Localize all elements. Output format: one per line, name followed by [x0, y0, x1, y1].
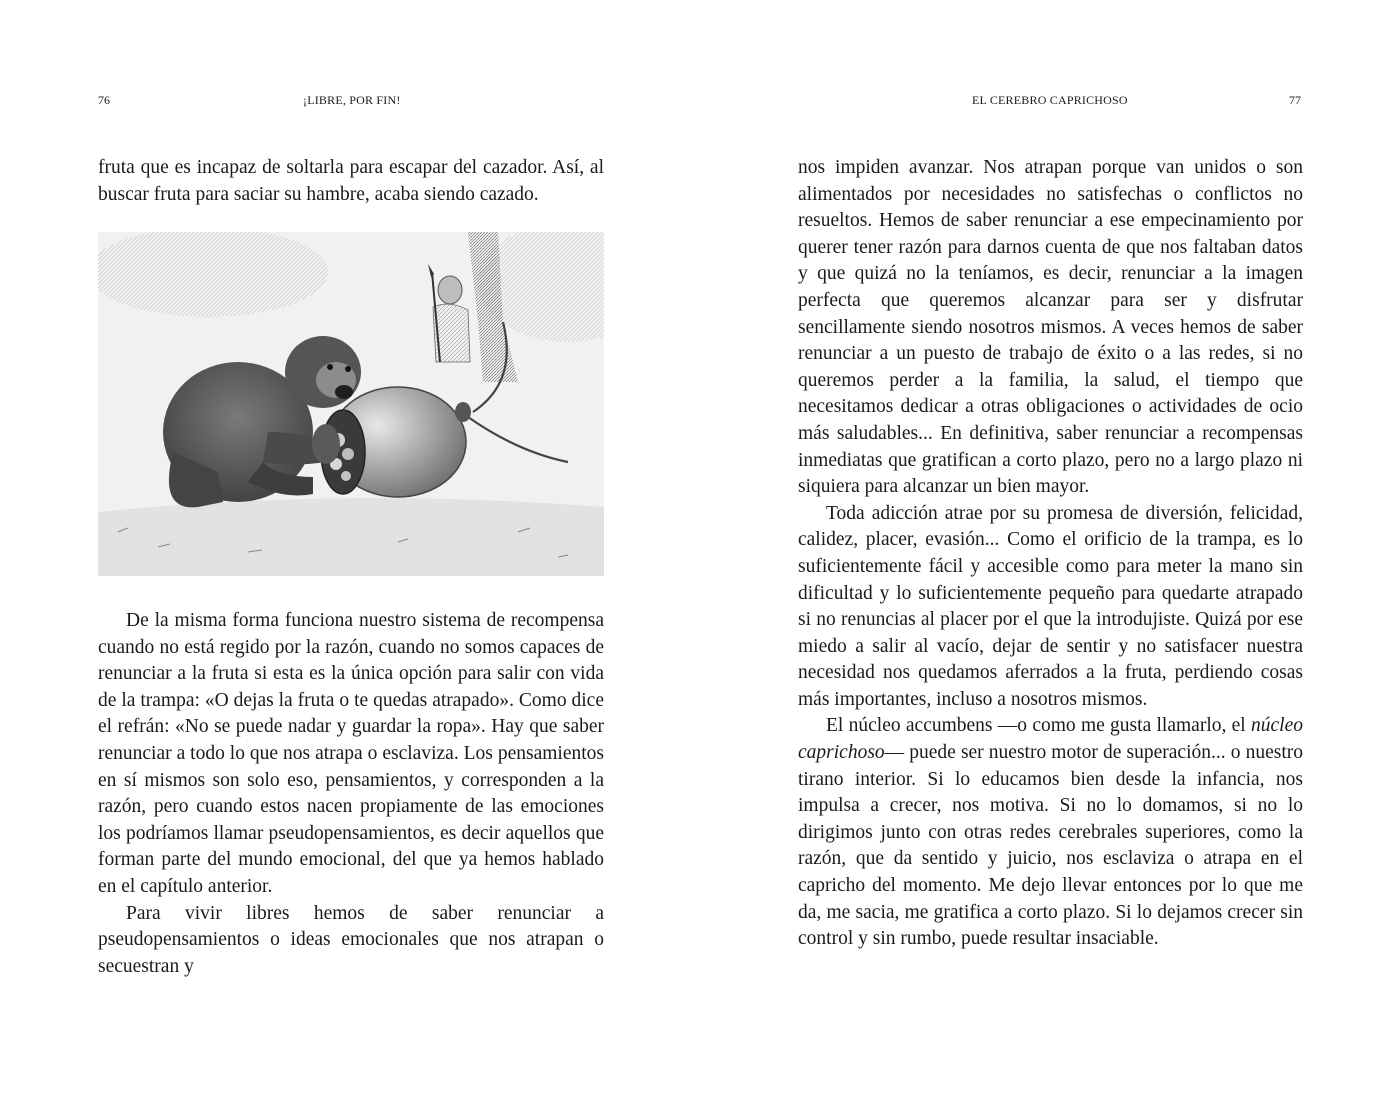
paragraph — [798, 713, 1303, 952]
paragraph: nos impiden avanzar. Nos atrapan porque van unidos o son alimentados por necesidades no satisfechas o conflictos no resueltos. Hemos de saber renunciar a ese empecinamiento por querer tener razón para darnos cuenta de que nos faltaban datos y que quizá no la teníamos, es decir, renunciar a la imagen perfecta que queremos alcanzar para ser y disfrutar sencillamente siendo nosotros mismos. A veces hemos de saber renunciar a un puesto de trabajo de éxito o a las redes, si no queremos perder a la familia, la salud, el tiempo que necesitamos dedicar a otras obligaciones o actividades de ocio más saludables... En definitiva, saber renunciar a recompensas inmediatas que gratifican a corto plazo, pero no a largo plazo ni siquiera para alcanzar un bien mayor. — [798, 157, 1303, 498]
paragraph: Para vivir libres hemos de saber renunciar a pseudopensamientos o ideas emocionales que nos atrapan o secuestran y — [98, 902, 604, 977]
paragraph: Toda adicción atrae por su promesa de diversión, felicidad, calidez, placer, evasión... Como el orificio de la trampa, es lo suficientemente fácil y accesible como para meter la mano sin dificultad y lo suficientemente pequeño para quedarte atrapado si no renuncias al placer por el que la introdujiste. Quizá por ese miedo a salir al vacío, dejar de sentir y no satisfacer nuestra necesidad nos quedamos aferrados a la fruta, perdiendo cosas más importantes, incluso a nosotros mismos. — [798, 502, 1303, 710]
text-block — [798, 155, 1303, 953]
page-number: 77 — [1289, 93, 1301, 107]
running-head: ¡LIBRE, POR FIN! — [303, 93, 401, 107]
text-block-bottom — [98, 608, 604, 980]
right-page — [700, 0, 1400, 1114]
paragraph: fruta que es incapaz de soltarla para escapar del cazador. Así, al buscar fruta para saciar su hambre, acaba siendo cazado. — [98, 157, 604, 205]
paragraph: De la misma forma funciona nuestro sistema de recompensa cuando no está regido por la razón, cuando no somos capaces de renunciar a la fruta si esta es la única opción para salir con vida de la trampa: «O dejas la fruta o te quedas atrapado». Como dice el refrán: «No se puede nadar y guardar la ropa». Hay que saber renunciar a todo lo que nos atrapa o esclaviza. Los pensamientos en sí mismos son solo eso, pensamientos, y corresponden a la razón, pero cuando estos nacen propiamente de las emociones los podríamos llamar pseudopensamientos, es decir aquellos que forman parte del mundo emocional, del que ya hemos hablado en el capítulo anterior. — [98, 610, 604, 897]
emphasis-text: núcleo caprichoso — [798, 715, 1303, 764]
text-block-top — [98, 155, 604, 208]
running-head: EL CEREBRO CAPRICHOSO — [972, 93, 1128, 107]
paragraph-text: — puede ser nuestro motor de superación... o nuestro tirano interior. Si lo educamos bien desde la infancia, nos impulsa a crecer, nos motiva. Si no lo domamos, si no lo dirigimos junto con otras redes cerebrales superiores, como la razón, que da sentido y juicio, nos esclaviza o atrapa en el capricho del momento. Me dejo llevar entonces por lo que me da, me sacia, me gratifica a corto plazo. Si lo dejamos crecer sin control y sin rumbo, puede resultar insaciable. — [798, 742, 1303, 950]
page-number: 76 — [98, 93, 110, 107]
monkey-trap-illustration — [98, 232, 604, 576]
illustration-drawing — [98, 232, 604, 576]
paragraph-text: El núcleo accumbens —o como me gusta llamarlo, el — [826, 715, 1252, 737]
